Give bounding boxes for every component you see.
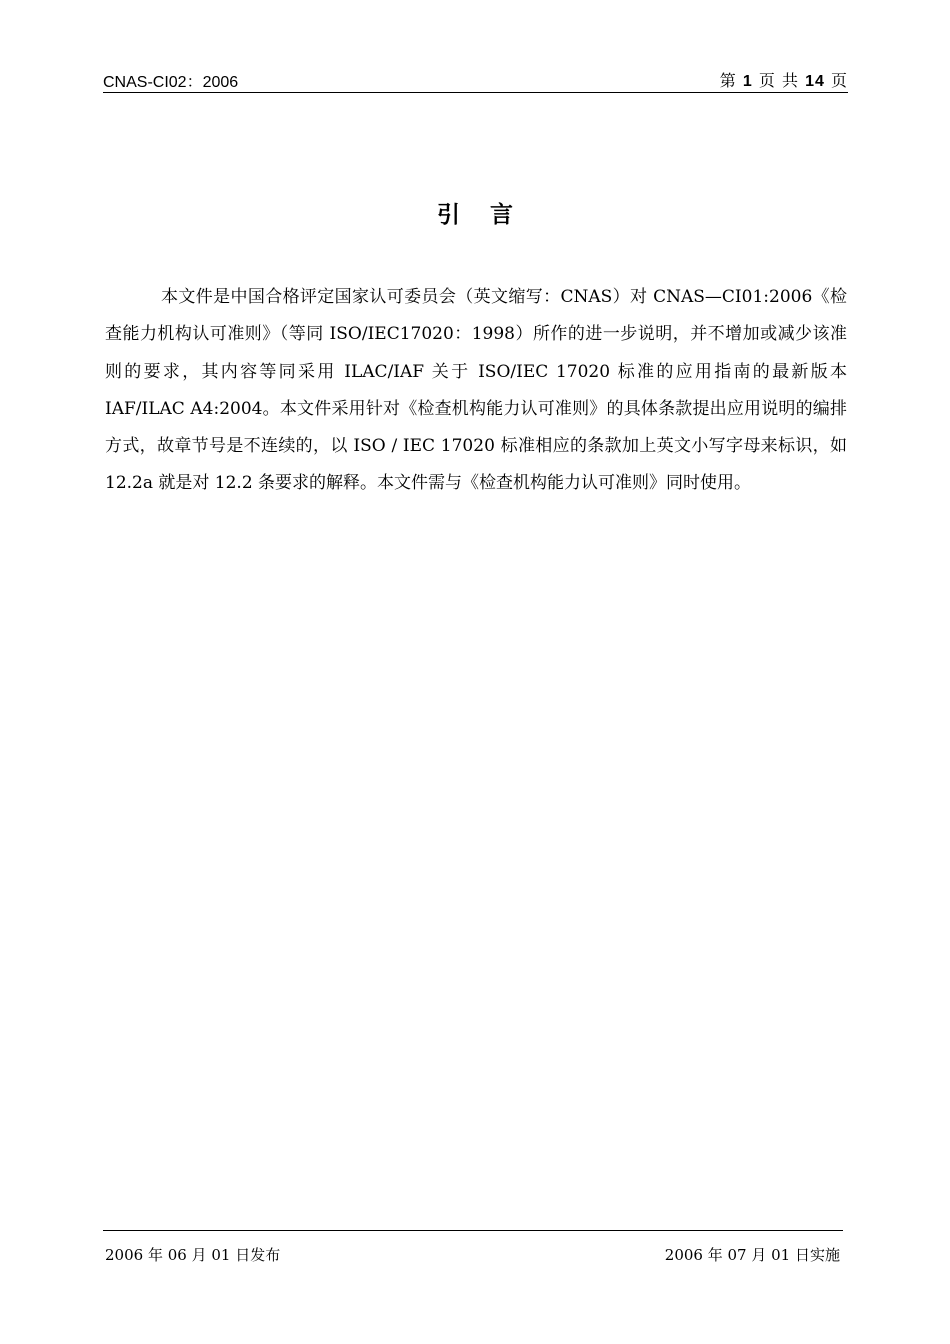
- page-total: 14: [805, 73, 825, 90]
- footer-divider: [103, 1230, 843, 1231]
- page-indicator: [720, 68, 848, 91]
- issue-date: 2006 年 06 月 01 日发布: [105, 1246, 281, 1264]
- page-mid: 页 共: [758, 71, 799, 90]
- intro-paragraph: 本文件是中国合格评定国家认可委员会（英文缩写：CNAS）对 CNAS—CI01:2006《检查能力机构认可准则》（等同 ISO/IEC17020：1998）所作的进一步说明，并不增加或减少该准则的要求，其内容等同采用 ILAC/IAF 关于 ISO/IEC 17020 标准的应用指南的最新版本 IAF/ILAC A4:2004。本文件采用针对《检查机构能力认可准则》的具体条款提出应用说明的编排方式，故章节号是不连续的，以 ISO / IEC 17020 标准相应的条款加上英文小写字母来标识，如 12.2a 就是对 12.2 条要求的解释。本文件需与《检查机构能力认可准则》同时使用。: [105, 287, 847, 494]
- page-prefix: 第: [719, 71, 737, 90]
- page-title: 引言: [437, 202, 543, 228]
- page-header: [103, 66, 848, 93]
- effective-date: 2006 年 07 月 01 日实施: [664, 1246, 840, 1264]
- page-suffix: 页: [830, 71, 848, 90]
- page-number: 1: [742, 73, 753, 90]
- document-code: CNAS-CI02：2006: [103, 74, 239, 91]
